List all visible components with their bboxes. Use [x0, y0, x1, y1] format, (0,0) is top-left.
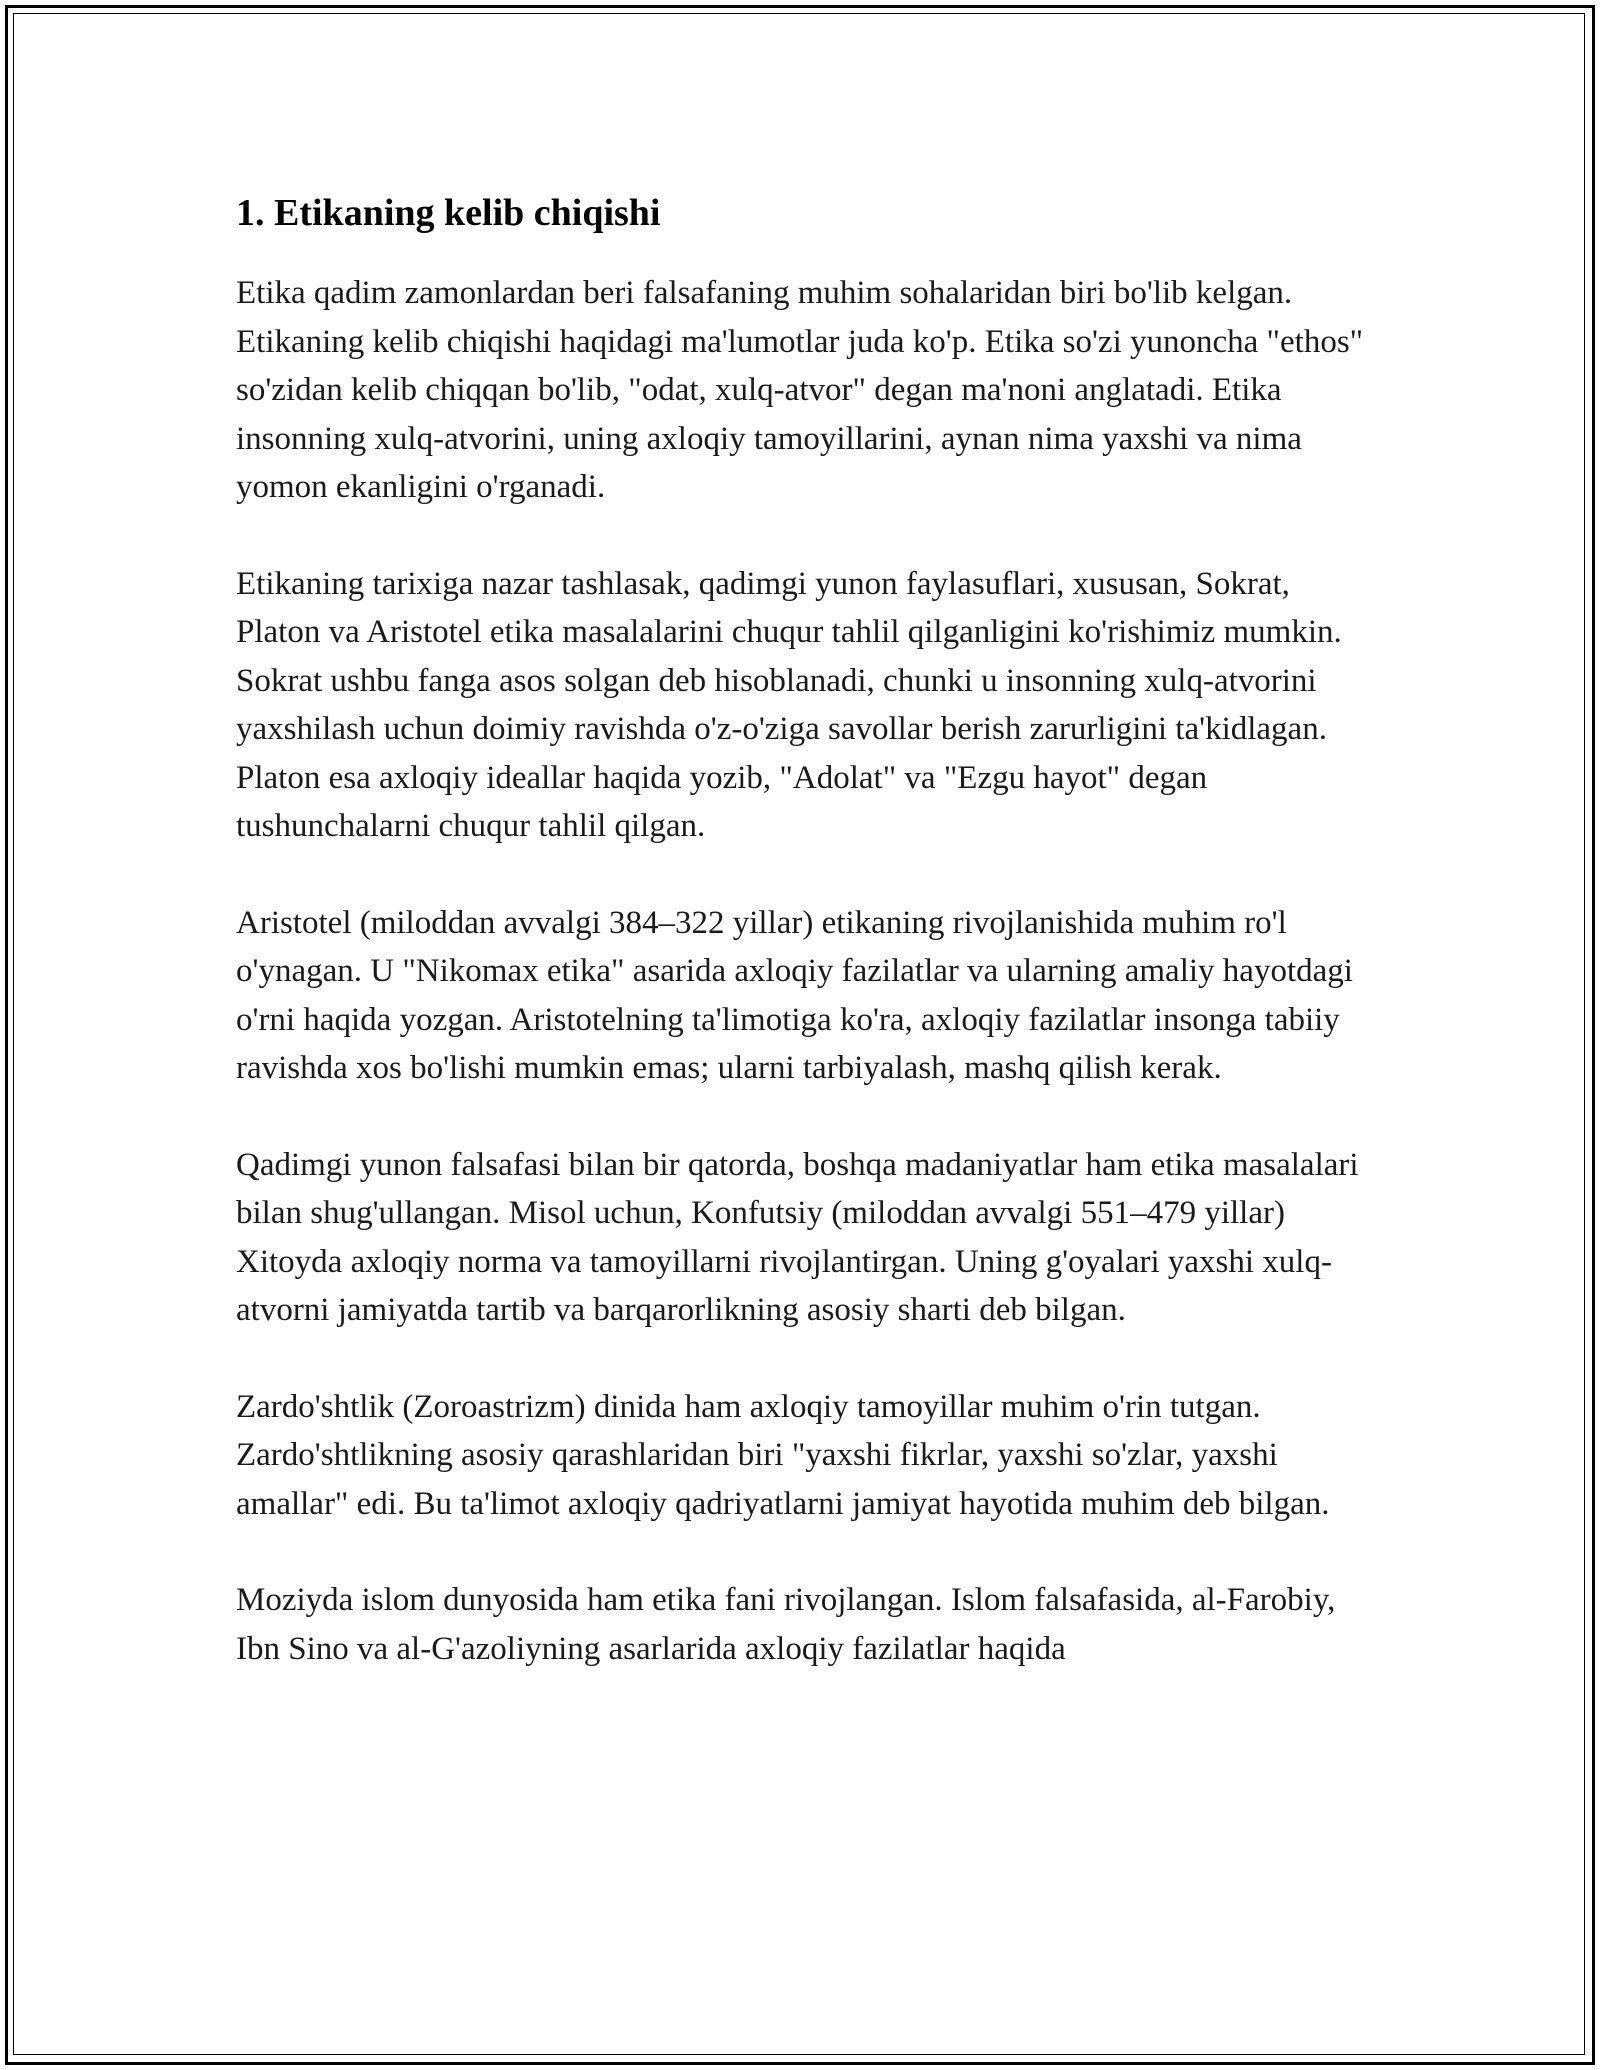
paragraph-aristotle: Aristotel (miloddan avvalgi 384–322 yillar) etikaning rivojlanishida muhim ro'l o'ynagan. U "Nikomax etika" asarida axloqiy fazilatlar va ularning amaliy hayotdagi o'rni haqida yozgan. Aristotelning ta'limotiga ko'ra, axloqiy fazilatlar insonga tabiiy ravishda xos bo'lishi mumkin emas; ularni tarbiyalash, mashq qilish kerak. [236, 904, 1353, 1086]
paragraph-islamic-world: Moziyda islom dunyosida ham etika fani rivojlangan. Islom falsafasida, al-Farobiy, Ibn Sino va al-G'azoliyning asarlarida axloqiy fazilatlar haqida [236, 1582, 1336, 1667]
paragraph-other-cultures: Qadimgi yunon falsafasi bilan bir qatorda, boshqa madaniyatlar ham etika masalalari bilan shug'ullangan. Misol uchun, Konfutsiy (miloddan avvalgi 551–479 yillar) Xitoyda axloqiy norma va tamoyillarni rivojlantirgan. Uning g'oyalari yaxshi xulq-atvorni jamiyatda tartib va barqarorlikning asosiy sharti deb bilgan. [236, 1146, 1359, 1328]
paragraph-greek-philosophers: Etikaning tarixiga nazar tashlasak, qadimgi yunon faylasuflari, xususan, Sokrat, Platon va Aristotel etika masalalarini chuqur tahlil qilganligini ko'rishimiz mumkin. Sokrat ushbu fanga asos solgan deb hisoblanadi, chunki u insonning xulq-atvorini yaxshilash uchun doimiy ravishda o'z-o'ziga savollar berish zarurligini ta'kidlagan. Platon esa axloqiy ideallar haqida yozib, "Adolat" va "Ezgu hayot" degan tushunchalarni chuqur tahlil qilgan. [236, 565, 1342, 844]
paragraph-zoroastrianism: Zardo'shtlik (Zoroastrizm) dinida ham axloqiy tamoyillar muhim o'rin tutgan. Zardo'shtlikning asosiy qarashlaridan biri "yaxshi fikrlar, yaxshi so'zlar, yaxshi amallar" edi. Bu ta'limot axloqiy qadriyatlarni jamiyat hayotida muhim deb bilgan. [236, 1388, 1330, 1522]
section-title: 1. Etikaning kelib chiqishi [236, 192, 661, 234]
paragraph-origin-of-ethics: Etika qadim zamonlardan beri falsafaning muhim sohalaridan biri bo'lib kelgan. Etikaning kelib chiqishi haqidagi ma'lumotlar juda ko'p. Etika so'zi yunoncha "ethos" so'zidan kelib chiqqan bo'lib, "odat, xulq-atvor" degan ma'noni anglatadi. Etika insonning xulq-atvorini, uning axloqiy tamoyillarini, aynan nima yaxshi va nima yomon ekanligini o'rganadi. [236, 275, 1364, 505]
document-body [236, 183, 1366, 1721]
